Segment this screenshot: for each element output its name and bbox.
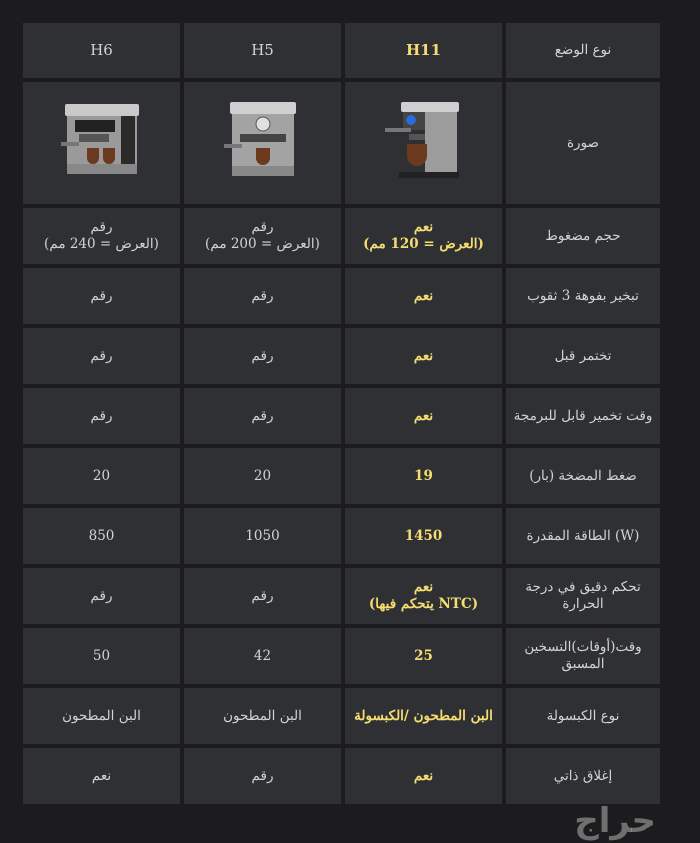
- espresso-machine-h11-icon: [379, 98, 469, 188]
- cell-h5: رقم: [184, 388, 341, 444]
- row-label: تبخير بفوهة 3 ثقوب: [506, 268, 660, 324]
- row-label: نوع الكبسولة: [506, 688, 660, 744]
- cell-h6: رقم: [23, 568, 180, 624]
- comparison-table: [23, 23, 660, 808]
- row-label: إغلاق ذاتي: [506, 748, 660, 804]
- cell-h11: البن المطحون /الكبسولة: [345, 688, 502, 744]
- cell-h11: نعم (العرض = 120 مم): [345, 208, 502, 264]
- cell-h6: البن المطحون: [23, 688, 180, 744]
- cell-h5: رقم: [184, 328, 341, 384]
- cell-h11: 25: [345, 628, 502, 684]
- header-label: نوع الوضع: [506, 23, 660, 78]
- watermark-logo: حراج: [574, 801, 656, 841]
- row-label: ضغط المضخة (بار): [506, 448, 660, 504]
- header-h11: H11: [345, 23, 502, 78]
- cell-h6: 50: [23, 628, 180, 684]
- cell-h11: نعم: [345, 268, 502, 324]
- cell-h5: 42: [184, 628, 341, 684]
- cell-h5: البن المطحون: [184, 688, 341, 744]
- cell-h5: رقم: [184, 748, 341, 804]
- image-h6: [23, 82, 180, 204]
- cell-h6: رقم: [23, 388, 180, 444]
- row-label: الطاقة المقدرة (W): [506, 508, 660, 564]
- header-h6: H6: [23, 23, 180, 78]
- cell-h5: 20: [184, 448, 341, 504]
- cell-h11: 19: [345, 448, 502, 504]
- cell-h6: 20: [23, 448, 180, 504]
- cell-h6: 850: [23, 508, 180, 564]
- cell-h11: نعم: [345, 748, 502, 804]
- cell-h5: 1050: [184, 508, 341, 564]
- row-label: تختمر قبل: [506, 328, 660, 384]
- cell-h11: 1450: [345, 508, 502, 564]
- cell-h6: رقم: [23, 268, 180, 324]
- cell-h5: رقم (العرض = 200 مم): [184, 208, 341, 264]
- cell-h6: رقم: [23, 328, 180, 384]
- cell-h5: رقم: [184, 268, 341, 324]
- header-h5: H5: [184, 23, 341, 78]
- cell-h11: نعم: [345, 388, 502, 444]
- row-label: صورة: [506, 82, 660, 204]
- row-label: حجم مضغوط: [506, 208, 660, 264]
- cell-h6: نعم: [23, 748, 180, 804]
- image-h11: [345, 82, 502, 204]
- row-label: وقت(أوقات)التسخين المسبق: [506, 628, 660, 684]
- cell-h11: نعم (يتحكم فيها NTC): [345, 568, 502, 624]
- cell-h6: رقم (العرض = 240 مم): [23, 208, 180, 264]
- image-h5: [184, 82, 341, 204]
- cell-h11: نعم: [345, 328, 502, 384]
- row-label: وقت تخمير قابل للبرمجة: [506, 388, 660, 444]
- espresso-machine-h5-icon: [218, 98, 308, 188]
- cell-h5: رقم: [184, 568, 341, 624]
- espresso-machine-h6-icon: [57, 98, 147, 188]
- row-label: تحكم دقيق في درجة الحرارة: [506, 568, 660, 624]
